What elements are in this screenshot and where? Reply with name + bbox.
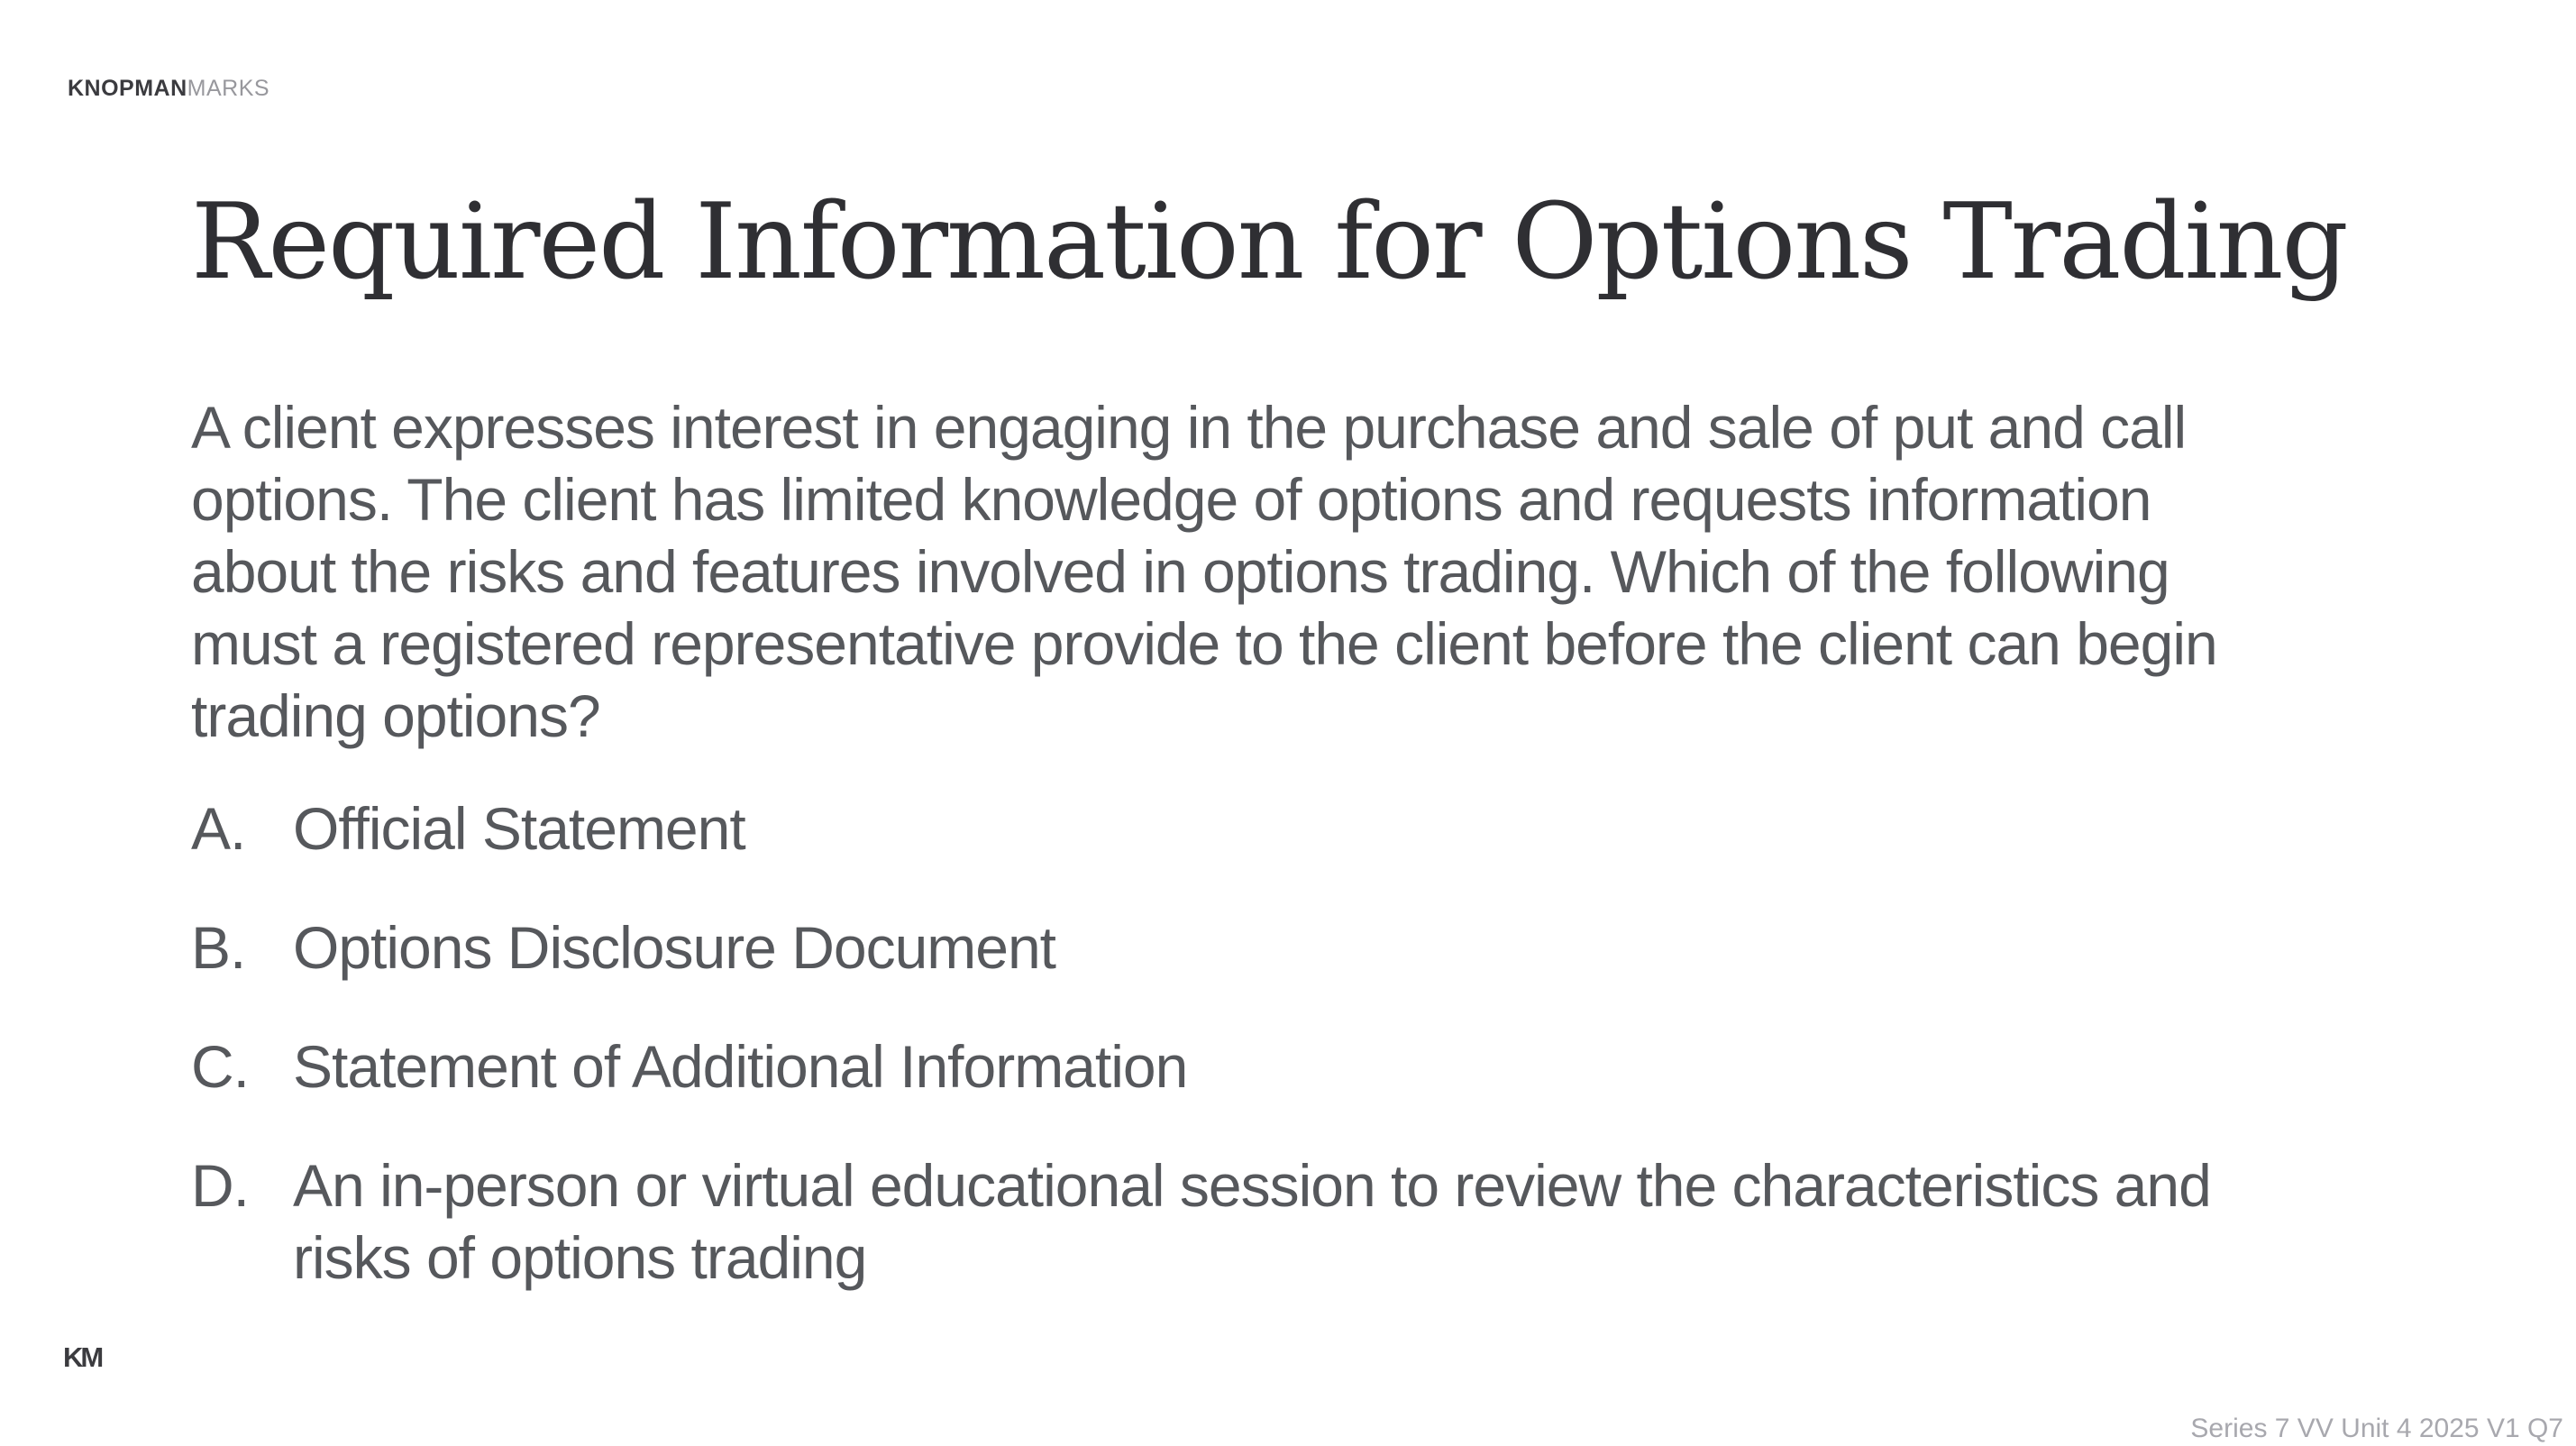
option-letter-d: D.: [191, 1152, 249, 1219]
option-letter-a: A.: [191, 795, 246, 862]
question-line: must a registered representative provide to the client before the client can begin: [191, 610, 2217, 677]
knopman-marks-logo: [68, 76, 269, 102]
page-title: Required Information for Options Trading: [191, 181, 2347, 303]
option-text-line: Official Statement: [293, 795, 745, 862]
option-letter-c: C.: [191, 1033, 249, 1100]
answer-option-c: [191, 1030, 2211, 1103]
question-paragraph: [191, 391, 2217, 752]
option-text-c: [293, 1030, 1187, 1103]
question-line: A client expresses interest in engaging in the purchase and sale of put and call: [191, 394, 2187, 461]
km-monogram-logo: KM: [63, 1341, 102, 1373]
logo-text-knopman: KNOPMAN: [68, 76, 187, 101]
option-text-b: [293, 911, 1055, 984]
option-letter-b: B.: [191, 914, 246, 981]
answer-option-b: [191, 911, 2211, 984]
answer-option-d: [191, 1149, 2211, 1294]
option-text-d: [293, 1149, 2211, 1294]
option-text-line: Statement of Additional Information: [293, 1033, 1188, 1100]
question-line: options. The client has limited knowledge of options and requests information: [191, 466, 2151, 533]
option-text-line: risks of options trading: [293, 1224, 867, 1291]
option-text-a: [293, 792, 745, 865]
option-text-line: An in-person or virtual educational session to review the characteristics and: [293, 1152, 2211, 1219]
option-text-line: Options Disclosure Document: [293, 914, 1056, 981]
logo-text-marks: MARKS: [187, 76, 270, 101]
question-line: trading options?: [191, 682, 600, 749]
answer-option-a: [191, 792, 2211, 865]
question-line: about the risks and features involved in options trading. Which of the following: [191, 538, 2170, 605]
slide-reference-footer: Series 7 VV Unit 4 2025 V1 Q7: [2190, 1414, 2563, 1443]
answer-options-list: [191, 792, 2211, 1294]
